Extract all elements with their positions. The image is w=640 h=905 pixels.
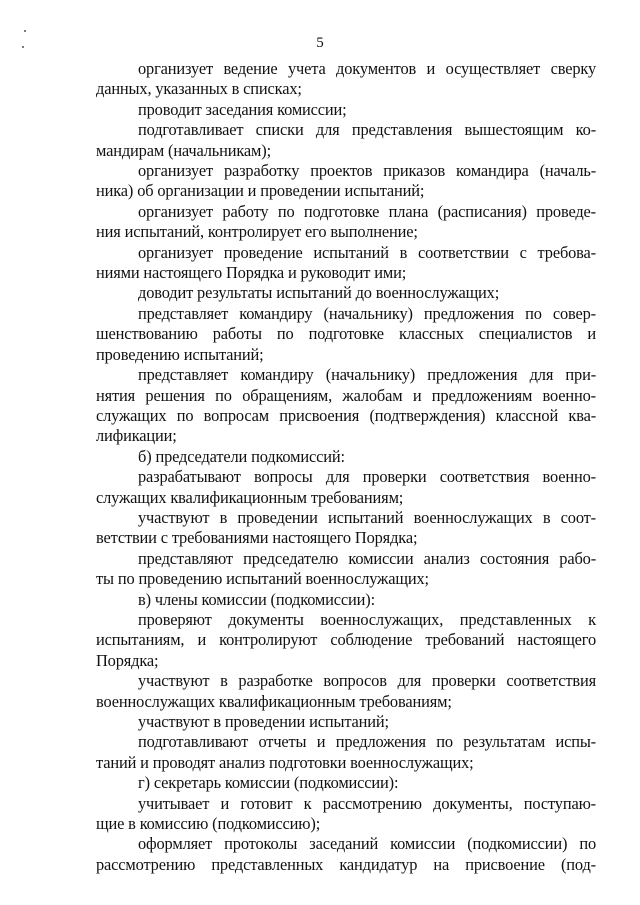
text-line: щие в комиссию (подкомиссию);: [96, 814, 321, 834]
text-line: служащих квалификационным требованиям;: [96, 487, 404, 507]
text-line: рассмотрению представленных кандидатур на присвоение (под-: [96, 854, 596, 874]
paragraph: [96, 59, 596, 100]
text-line: военнослужащих квалификационным требованиям;: [96, 691, 452, 711]
text-line: ника) об организации и проведении испытаний;: [96, 181, 425, 201]
paragraph: [96, 283, 596, 303]
text-line: нятия решения по обращениям, жалобам и предложениям военно-: [96, 385, 596, 405]
document-body: [96, 59, 596, 875]
paragraph: [96, 834, 596, 875]
text-line: мандирам (начальникам);: [96, 140, 271, 160]
text-line: представляют председателю комиссии анализ состояния рабо-: [138, 548, 596, 568]
text-line: организует разработку проектов приказов командира (началь-: [138, 161, 596, 181]
text-line: доводит результаты испытаний до военнослужащих;: [138, 283, 500, 303]
text-line: представляет командиру (начальнику) предложения по совер-: [138, 303, 596, 323]
text-line: таний и проводят анализ подготовки военнослужащих;: [96, 752, 474, 772]
text-line: испытаниям, и контролируют соблюдение требований настоящего: [96, 630, 596, 650]
text-line: представляет командиру (начальнику) предложения для при-: [138, 365, 596, 385]
paragraph: [96, 100, 596, 120]
paragraph: [96, 161, 596, 202]
text-line: проводит заседания комиссии;: [138, 99, 347, 119]
text-line: организует ведение учета документов и осуществляет сверку: [138, 59, 596, 78]
text-line: Порядка;: [96, 650, 159, 670]
paragraph: [96, 610, 596, 671]
text-line: учитывает и готовит к рассмотрению документы, поступаю-: [138, 793, 596, 813]
text-line: г) секретарь комиссии (подкомиссии):: [138, 773, 399, 793]
text-line: подготавливает списки для представления вышестоящим ко-: [138, 120, 596, 140]
text-line: данных, указанных в списках;: [96, 79, 302, 99]
text-line: организует работу по подготовке плана (расписания) проведе-: [138, 201, 596, 221]
text-line: в) члены комиссии (подкомиссии):: [138, 589, 375, 609]
paragraph: [96, 671, 596, 712]
text-line: подготавливают отчеты и предложения по результатам испы-: [138, 732, 596, 752]
text-line: оформляет протоколы заседаний комиссии (подкомиссии) по: [138, 834, 596, 854]
text-line: проверяют документы военнослужащих, представленных к: [138, 609, 596, 629]
paragraph: [96, 712, 596, 732]
text-line: ниями настоящего Порядка и руководит ими;: [96, 263, 407, 283]
paragraph: [96, 794, 596, 835]
paragraph: [96, 202, 596, 243]
paragraph: [96, 732, 596, 773]
scan-speck: [24, 30, 26, 32]
paragraph: [96, 447, 596, 467]
paragraph: [96, 549, 596, 590]
text-line: лификации;: [96, 426, 177, 446]
text-line: ния испытаний, контролирует его выполнение;: [96, 222, 418, 242]
paragraph: [96, 365, 596, 447]
text-line: участвуют в проведении испытаний;: [138, 712, 389, 731]
text-line: ты по проведению испытаний военнослужащих;: [96, 569, 429, 589]
paragraph: [96, 304, 596, 365]
page-number: 5: [316, 35, 324, 51]
text-line: шенствованию работы по подготовке классных специалистов и: [96, 324, 596, 344]
text-line: служащих по вопросам присвоения (подтверждения) классной ква-: [96, 405, 596, 425]
text-line: ветствии с требованиями настоящего Порядка;: [96, 528, 418, 548]
text-line: разрабатывают вопросы для проверки соответствия военно-: [138, 467, 596, 487]
text-line: организует проведение испытаний в соответствии с требова-: [138, 242, 596, 262]
paragraph: [96, 590, 596, 610]
text-line: участвуют в проведении испытаний военнослужащих в соот-: [138, 507, 596, 527]
paragraph: [96, 243, 596, 284]
text-line: участвуют в разработке вопросов для проверки соответствия: [138, 671, 596, 691]
text-line: б) председатели подкомиссий:: [138, 446, 345, 466]
paragraph: [96, 467, 596, 508]
paragraph: [96, 120, 596, 161]
text-line: проведению испытаний;: [96, 344, 264, 364]
paragraph: [96, 773, 596, 793]
paragraph: [96, 508, 596, 549]
